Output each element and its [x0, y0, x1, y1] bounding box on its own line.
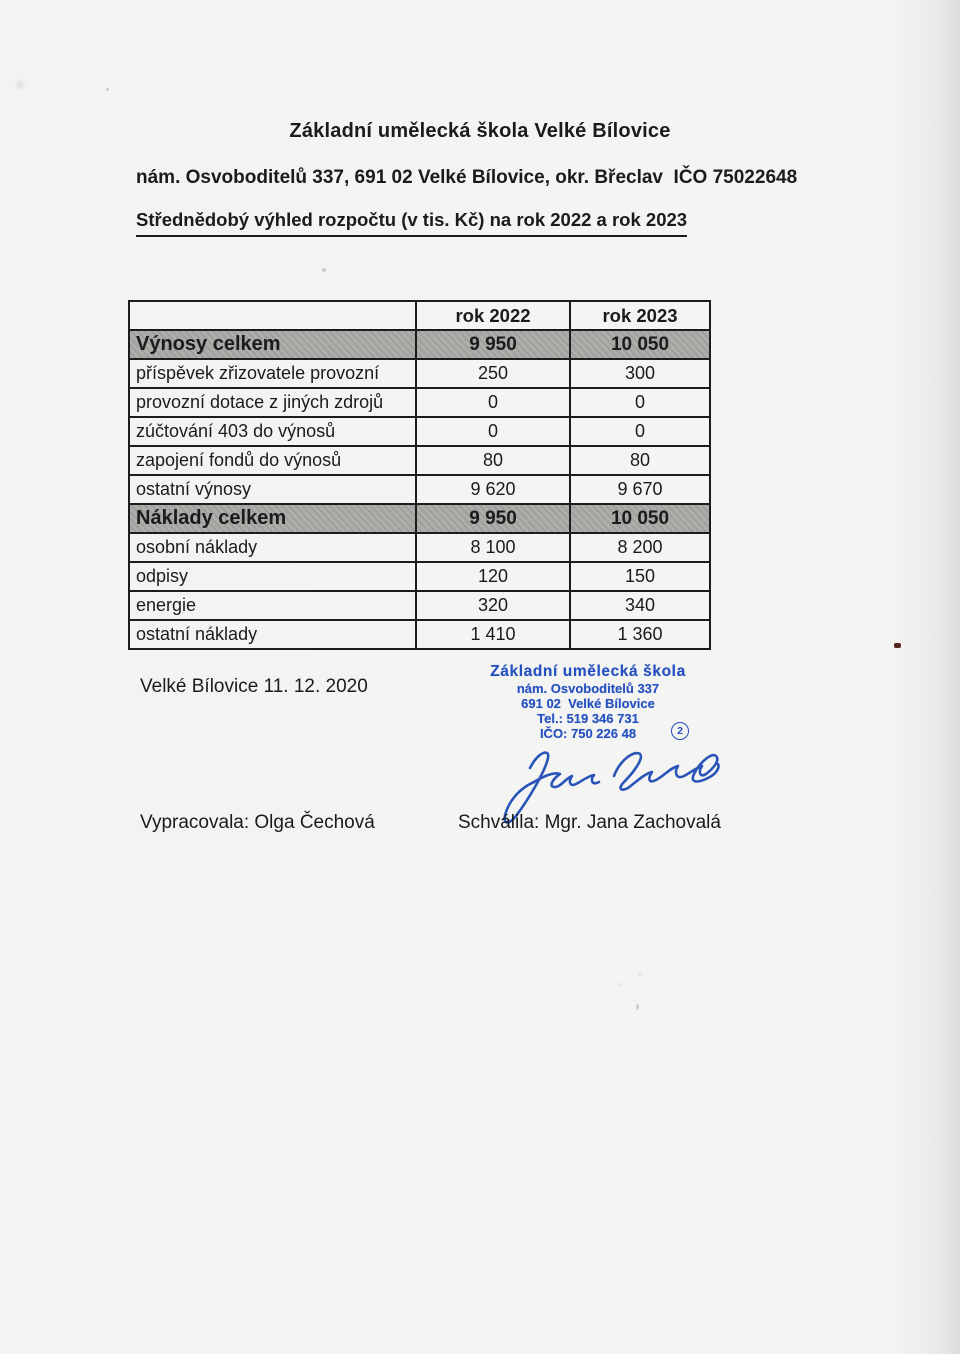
date-place-line: Velké Bílovice 11. 12. 2020 — [140, 676, 368, 697]
value-2023: 80 — [570, 446, 710, 475]
row-label: provozní dotace z jiných zdrojů — [129, 388, 416, 417]
value-2023: 0 — [570, 417, 710, 446]
row-label: zapojení fondů do výnosů — [129, 446, 416, 475]
stamp-number-badge: 2 — [671, 722, 689, 740]
row-label: Výnosy celkem — [129, 330, 416, 359]
row-label: zúčtování 403 do výnosů — [129, 417, 416, 446]
table-row — [129, 562, 710, 591]
row-label: osobní náklady — [129, 533, 416, 562]
col-header-rok-2022: rok 2022 — [416, 301, 570, 330]
value-2023: 150 — [570, 562, 710, 591]
value-2023: 0 — [570, 388, 710, 417]
document-title: Základní umělecká škola Velké Bílovice — [289, 120, 671, 142]
row-label: odpisy — [129, 562, 416, 591]
table-row — [129, 446, 710, 475]
row-label: ostatní výnosy — [129, 475, 416, 504]
scan-dot-artifact — [894, 643, 901, 648]
col-header-empty — [129, 301, 416, 330]
value-2022: 0 — [416, 388, 570, 417]
document-address-line: nám. Osvoboditelů 337, 691 02 Velké Bílovice, okr. Břeclav IČO 75022648 — [136, 167, 798, 188]
scan-speck — [106, 88, 109, 91]
stamp-line: IČO: 750 226 48 — [539, 726, 637, 741]
table-row — [129, 359, 710, 388]
value-2022: 1 410 — [416, 620, 570, 649]
row-label: ostatní náklady — [129, 620, 416, 649]
budget-table — [128, 300, 711, 650]
value-2022: 0 — [416, 417, 570, 446]
value-2022: 9 950 — [416, 504, 570, 533]
value-2023: 10 050 — [570, 504, 710, 533]
approved-by-line: Schválila: Mgr. Jana Zachovalá — [458, 812, 721, 833]
value-2023: 10 050 — [570, 330, 710, 359]
value-2022: 9 620 — [416, 475, 570, 504]
value-2023: 8 200 — [570, 533, 710, 562]
table-row — [129, 388, 710, 417]
table-row — [129, 620, 710, 649]
value-2022: 8 100 — [416, 533, 570, 562]
row-label: energie — [129, 591, 416, 620]
table-row-vynosy-celkem — [129, 330, 710, 359]
stamp-line: Základní umělecká škola — [490, 663, 686, 680]
document-heading: Střednědobý výhled rozpočtu (v tis. Kč) na rok 2022 a rok 2023 — [136, 209, 687, 237]
stamp-line: 691 02 Velké Bílovice — [521, 696, 655, 711]
row-label: příspěvek zřizovatele provozní — [129, 359, 416, 388]
stamp-line: nám. Osvoboditelů 337 — [516, 681, 660, 696]
value-2022: 120 — [416, 562, 570, 591]
value-2022: 320 — [416, 591, 570, 620]
prepared-by-line: Vypracovala: Olga Čechová — [140, 812, 375, 833]
value-2022: 9 950 — [416, 330, 570, 359]
value-2023: 300 — [570, 359, 710, 388]
value-2023: 340 — [570, 591, 710, 620]
table-row — [129, 417, 710, 446]
row-label: Náklady celkem — [129, 504, 416, 533]
col-header-rok-2023: rok 2023 — [570, 301, 710, 330]
stamp-line: Tel.: 519 346 731 — [537, 711, 639, 726]
value-2023: 1 360 — [570, 620, 710, 649]
value-2023: 9 670 — [570, 475, 710, 504]
table-row — [129, 591, 710, 620]
scan-speck — [636, 1004, 639, 1010]
table-row-naklady-celkem — [129, 504, 710, 533]
table-header-row — [129, 301, 710, 330]
table-row — [129, 533, 710, 562]
scan-speck — [322, 268, 326, 272]
table-row — [129, 475, 710, 504]
value-2022: 250 — [416, 359, 570, 388]
value-2022: 80 — [416, 446, 570, 475]
